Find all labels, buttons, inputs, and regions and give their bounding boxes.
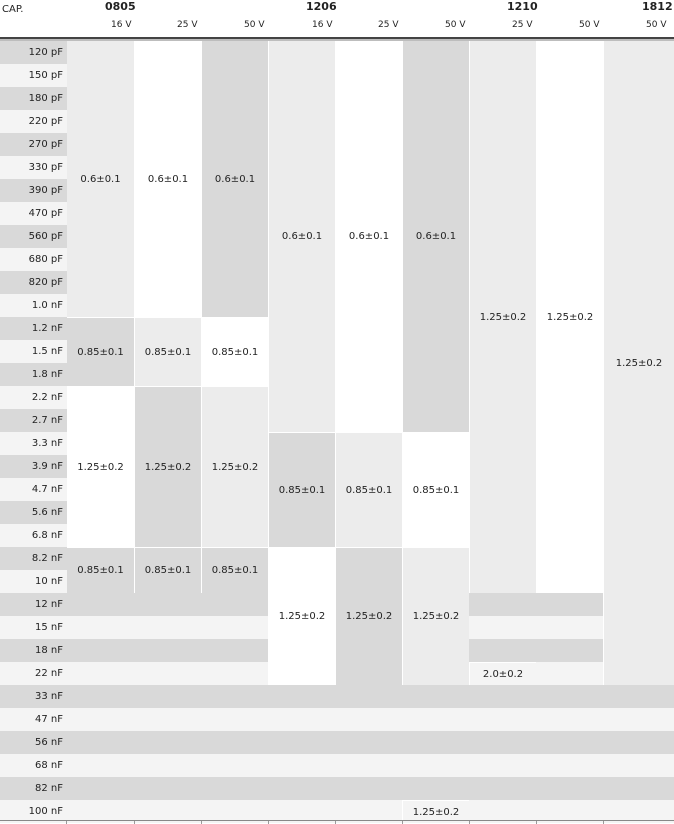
thickness-cell: 0.85±0.1 xyxy=(201,547,268,593)
thickness-cell: 1.25±0.2 xyxy=(402,547,469,685)
row-label: 220 pF xyxy=(0,110,66,133)
voltage-header-1812-50v: 50 V xyxy=(646,20,667,30)
thickness-cell: 0.6±0.1 xyxy=(201,41,268,317)
row-label: 10 nF xyxy=(0,570,66,593)
row-label: 15 nF xyxy=(0,616,66,639)
thickness-cell: 1.25±0.2 xyxy=(201,386,268,547)
row-label: 68 nF xyxy=(0,754,66,777)
thickness-cell: 0.85±0.1 xyxy=(67,317,134,386)
row-label: 1.5 nF xyxy=(0,340,66,363)
row-label: 33 nF xyxy=(0,685,66,708)
table-row xyxy=(0,708,674,731)
size-header-1812: 1812 xyxy=(642,0,673,13)
row-label: 680 pF xyxy=(0,248,66,271)
thickness-cell: 0.6±0.1 xyxy=(268,41,335,432)
row-label: 180 pF xyxy=(0,87,66,110)
voltage-header-0805-50v: 50 V xyxy=(244,20,265,30)
row-label: 82 nF xyxy=(0,777,66,800)
thickness-cell: 0.85±0.1 xyxy=(134,547,201,593)
thickness-cell: 1.25±0.2 xyxy=(603,41,674,685)
bottom-rule xyxy=(0,820,674,821)
voltage-header-0805-25v: 25 V xyxy=(177,20,198,30)
row-label: 270 pF xyxy=(0,133,66,156)
row-label: 330 pF xyxy=(0,156,66,179)
voltage-header-1206-50v: 50 V xyxy=(445,20,466,30)
row-label: 150 pF xyxy=(0,64,66,87)
row-label: 22 nF xyxy=(0,662,66,685)
thickness-cell: 0.85±0.1 xyxy=(201,317,268,386)
row-label: 3.3 nF xyxy=(0,432,66,455)
row-label: 2.7 nF xyxy=(0,409,66,432)
table-row xyxy=(0,685,674,708)
row-label: 470 pF xyxy=(0,202,66,225)
row-label: 4.7 nF xyxy=(0,478,66,501)
table-row xyxy=(0,777,674,800)
thickness-cell: 1.25±0.2 xyxy=(536,41,603,593)
thickness-cell: 0.85±0.1 xyxy=(134,317,201,386)
thickness-cell: 1.25±0.2 xyxy=(67,386,134,547)
thickness-cell: 1.25±0.2 xyxy=(469,41,536,593)
thickness-cell: 1.25±0.2 xyxy=(134,386,201,547)
thickness-cell: 0.6±0.1 xyxy=(134,41,201,317)
row-label: 560 pF xyxy=(0,225,66,248)
voltage-header-1206-25v: 25 V xyxy=(378,20,399,30)
voltage-header-1210-25v: 25 V xyxy=(512,20,533,30)
voltage-header-1210-50v: 50 V xyxy=(579,20,600,30)
thickness-cell: 1.25±0.2 xyxy=(402,800,469,823)
size-header-1206: 1206 xyxy=(306,0,337,13)
thickness-cell: 0.85±0.1 xyxy=(268,432,335,547)
table-row xyxy=(0,731,674,754)
row-label: 1.0 nF xyxy=(0,294,66,317)
row-label: 6.8 nF xyxy=(0,524,66,547)
table-row xyxy=(0,754,674,777)
row-label: 56 nF xyxy=(0,731,66,754)
thickness-cell: 0.85±0.1 xyxy=(335,432,402,547)
row-label: 47 nF xyxy=(0,708,66,731)
voltage-header-0805-16v: 16 V xyxy=(111,20,132,30)
row-label: 1.2 nF xyxy=(0,317,66,340)
thickness-cell: 0.85±0.1 xyxy=(402,432,469,547)
thickness-cell: 0.6±0.1 xyxy=(67,41,134,317)
row-label: 2.2 nF xyxy=(0,386,66,409)
size-header-0805: 0805 xyxy=(105,0,136,13)
thickness-cell: 1.25±0.2 xyxy=(335,547,402,685)
thickness-cell: 0.6±0.1 xyxy=(335,41,402,432)
row-label: 8.2 nF xyxy=(0,547,66,570)
cap-header: CAP. xyxy=(2,4,24,15)
row-label: 390 pF xyxy=(0,179,66,202)
thickness-cell: 0.6±0.1 xyxy=(402,41,469,432)
row-label: 5.6 nF xyxy=(0,501,66,524)
row-label: 1.8 nF xyxy=(0,363,66,386)
row-label: 820 pF xyxy=(0,271,66,294)
thickness-cell: 2.0±0.2 xyxy=(469,662,536,685)
size-header-1210: 1210 xyxy=(507,0,538,13)
row-label: 12 nF xyxy=(0,593,66,616)
row-label: 100 nF xyxy=(0,800,66,823)
thickness-cell: 0.85±0.1 xyxy=(67,547,134,593)
row-label: 18 nF xyxy=(0,639,66,662)
voltage-header-1206-16v: 16 V xyxy=(312,20,333,30)
row-label: 120 pF xyxy=(0,41,66,64)
row-label: 3.9 nF xyxy=(0,455,66,478)
thickness-cell: 1.25±0.2 xyxy=(268,547,335,685)
